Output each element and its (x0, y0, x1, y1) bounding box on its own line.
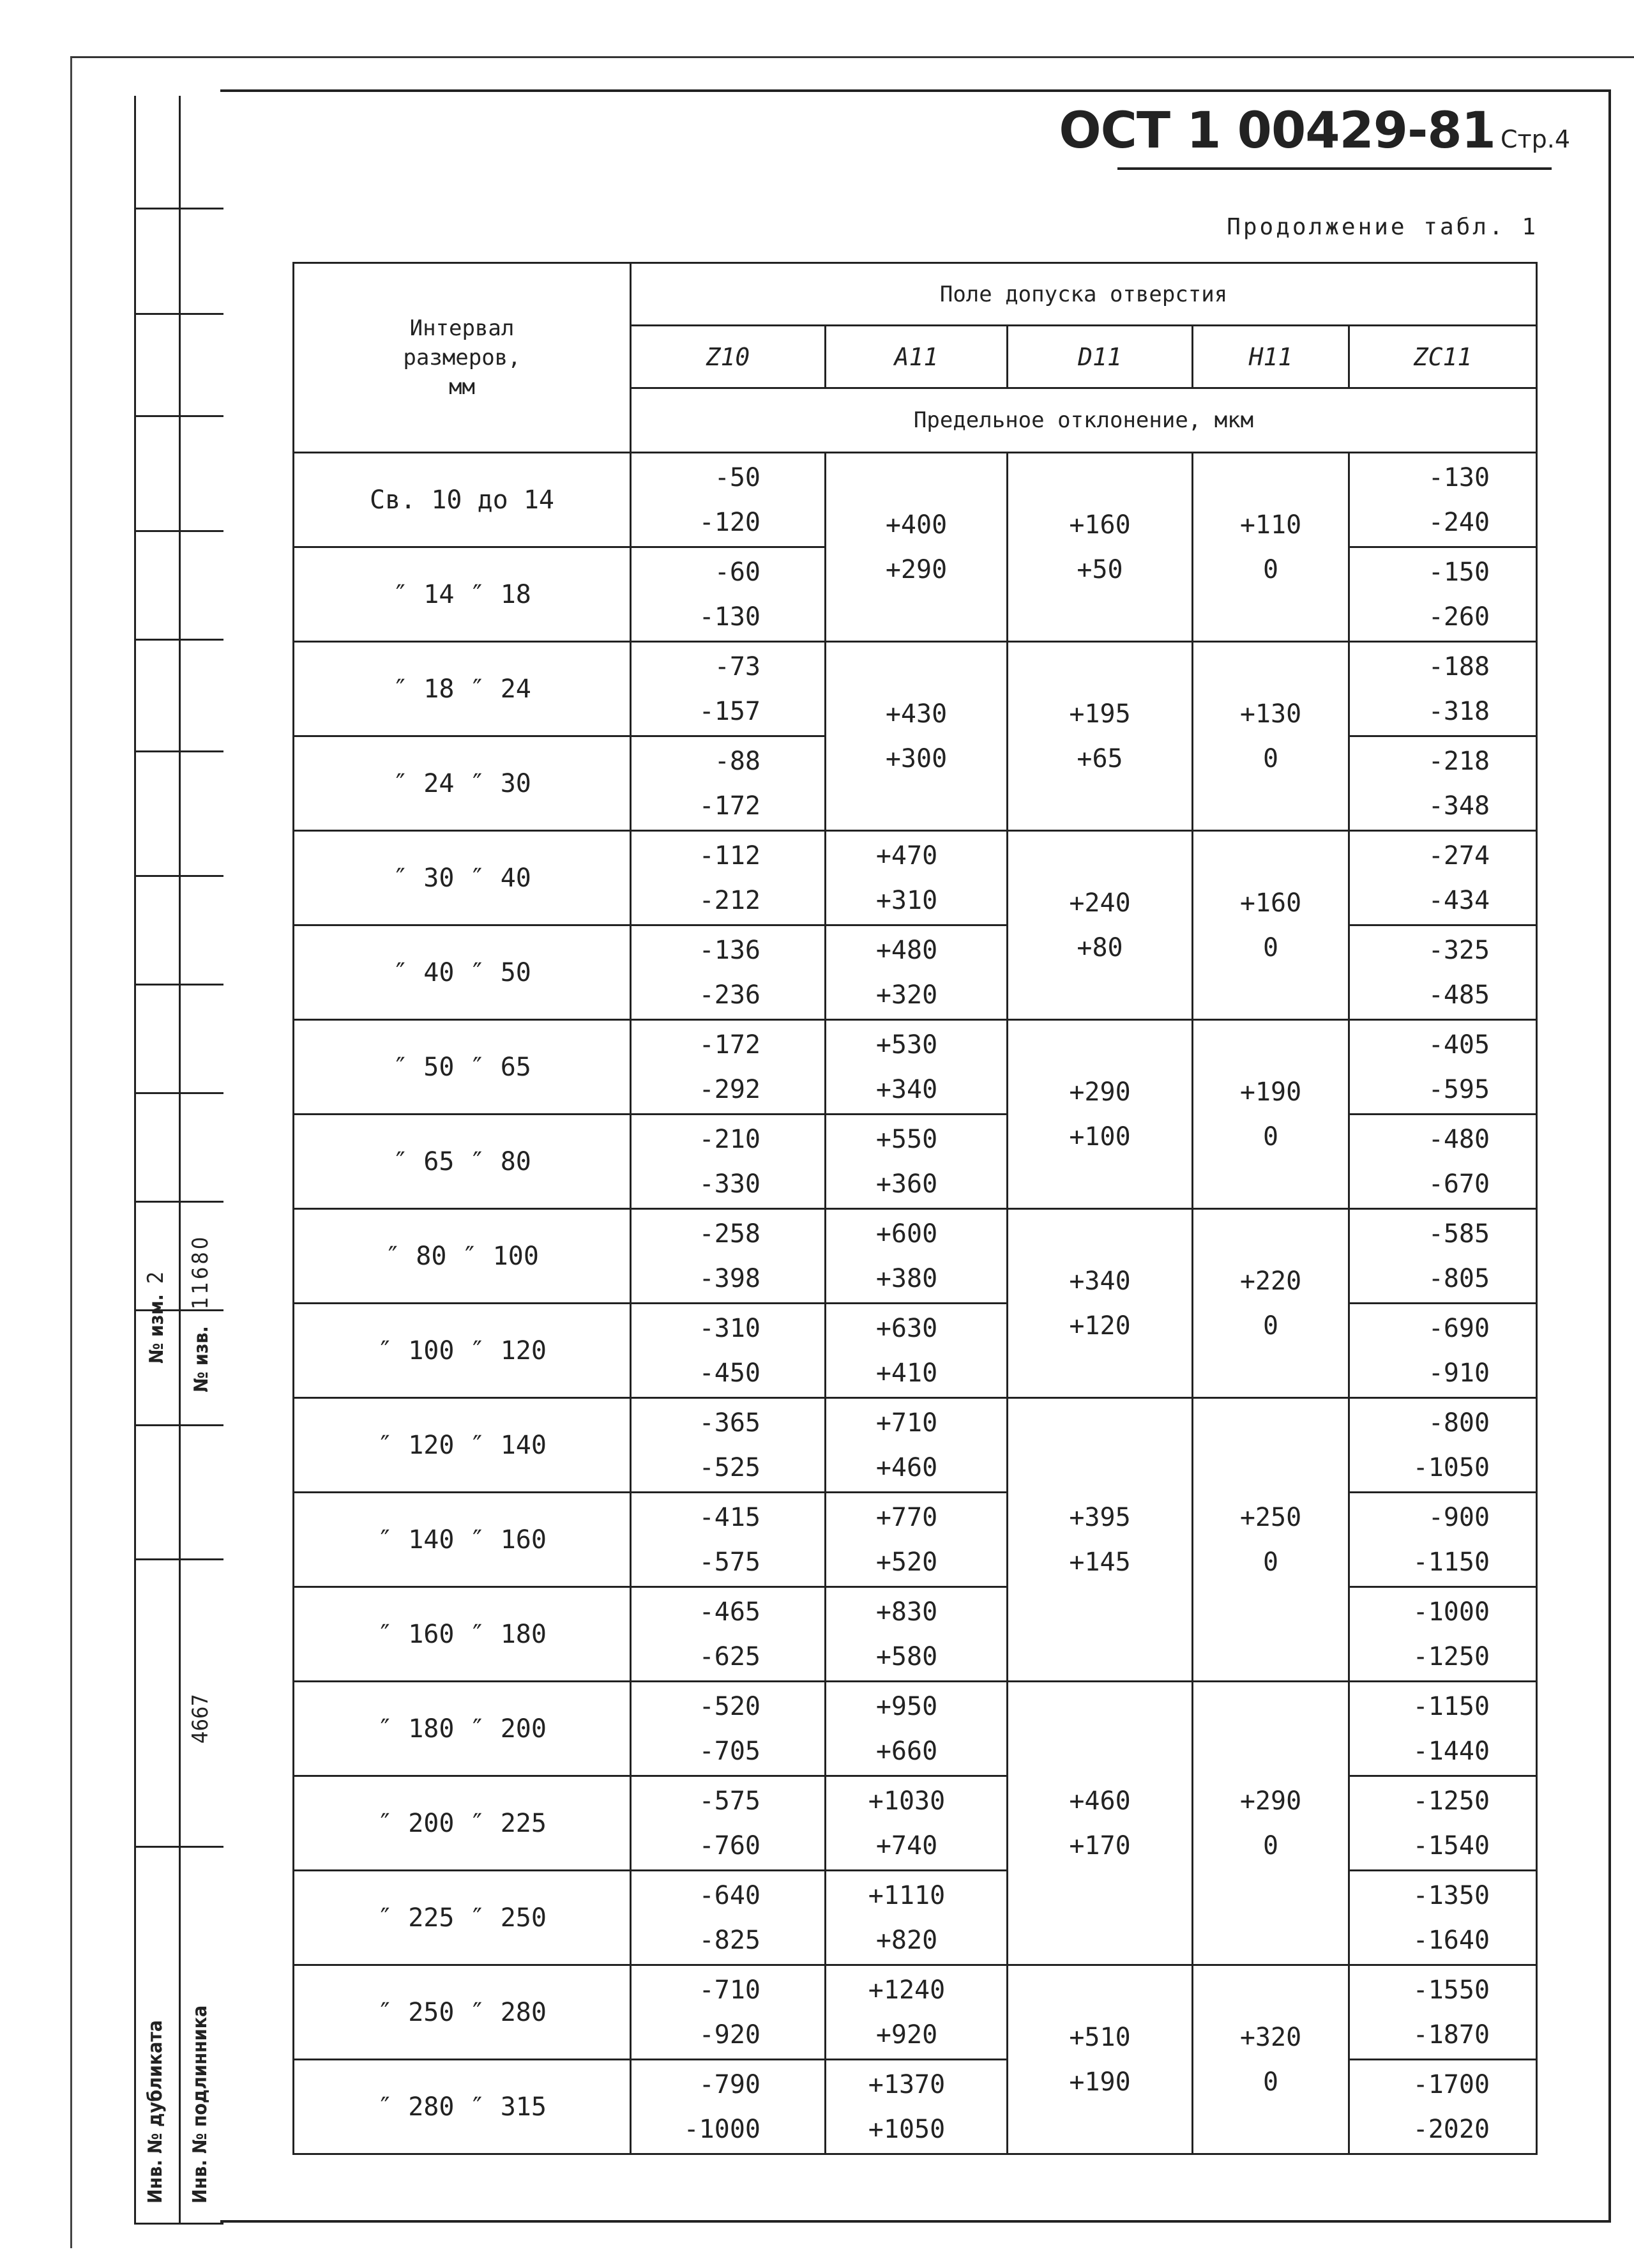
a11-cell (826, 1776, 1008, 1871)
interval-header (294, 263, 631, 453)
notice-label: № изв. (190, 1326, 213, 1392)
a11-cell (826, 1965, 1008, 2060)
z10-cell (631, 736, 826, 831)
a11-cell-value: +320 (875, 980, 938, 1010)
zc11-cell-value: -1640 (1412, 1925, 1490, 1955)
strip-line (134, 984, 223, 986)
z10-cell-value: -157 (699, 696, 760, 726)
a11-cell-value: +520 (875, 1547, 938, 1577)
table-row (294, 1587, 1537, 1682)
z10-cell-value: -172 (699, 1030, 760, 1060)
strip-line (134, 1092, 223, 1094)
z10-cell (631, 2060, 826, 2154)
strip-line (134, 415, 223, 417)
h11-cell (1193, 1965, 1349, 2154)
zc11-cell-value: -150 (1428, 557, 1490, 587)
table-row (294, 1776, 1537, 1871)
continuation-label: Продолжение табл. 1 (1227, 214, 1538, 240)
h11-cell-value: +190 (1239, 1077, 1302, 1107)
document-number: ОСТ 1 00429-81 (1059, 102, 1495, 160)
z10-cell-value: -450 (699, 1358, 760, 1388)
interval-cell: ″ 280 ″ 315 (294, 2060, 631, 2154)
a11-cell-value: +290 (885, 554, 948, 584)
z10-cell (631, 1871, 826, 1965)
z10-cell-value: -520 (699, 1691, 760, 1721)
a11-cell-value: +830 (875, 1597, 938, 1627)
h11-cell-value: 0 (1262, 1122, 1279, 1152)
zc11-cell-value: -485 (1428, 980, 1490, 1010)
column-header-z10: Z10 (631, 326, 826, 388)
z10-cell (631, 1209, 826, 1304)
d11-cell-value: +290 (1069, 1077, 1131, 1107)
column-header-h11: H11 (1193, 326, 1349, 388)
a11-cell-value: +310 (875, 885, 938, 915)
strip-line (134, 2223, 223, 2225)
z10-cell-value: -236 (699, 980, 760, 1010)
a11-cell (826, 1493, 1008, 1587)
z10-cell (631, 1682, 826, 1776)
zc11-cell-value: -1000 (1412, 1597, 1490, 1627)
d11-cell-value: +170 (1069, 1830, 1131, 1861)
a11-cell-value: +770 (875, 1502, 938, 1532)
page-number: Стр.4 (1500, 125, 1570, 153)
d11-cell (1008, 1965, 1193, 2154)
h11-cell (1193, 831, 1349, 1020)
a11-cell-value: +1240 (868, 1975, 946, 2005)
zc11-cell-value: -218 (1428, 746, 1490, 776)
z10-cell-value: -575 (699, 1786, 760, 1816)
a11-cell-value: +530 (875, 1030, 938, 1060)
column-header-a11: A11 (826, 326, 1008, 388)
zc11-cell (1349, 1587, 1537, 1682)
zc11-cell (1349, 453, 1537, 547)
document-code-underline (1117, 167, 1552, 170)
strip-line (134, 1424, 223, 1426)
zc11-cell-value: -910 (1428, 1358, 1490, 1388)
interval-header-line: мм (449, 374, 475, 400)
z10-cell (631, 925, 826, 1020)
h11-cell-value: +110 (1239, 510, 1302, 540)
interval-cell: ″ 100 ″ 120 (294, 1304, 631, 1398)
a11-cell (826, 1020, 1008, 1115)
z10-cell-value: -625 (699, 1641, 760, 1671)
zc11-cell-value: -240 (1428, 507, 1490, 537)
strip-line (134, 639, 223, 641)
strip-line (134, 530, 223, 532)
z10-cell (631, 453, 826, 547)
a11-cell (826, 1398, 1008, 1493)
interval-cell: ″ 80 ″ 100 (294, 1209, 631, 1304)
z10-cell (631, 547, 826, 642)
zc11-cell-value: -434 (1428, 885, 1490, 915)
a11-cell (826, 1115, 1008, 1209)
page-left-border (70, 57, 72, 2248)
d11-cell-value: +510 (1069, 2022, 1131, 2052)
zc11-cell-value: -800 (1428, 1408, 1490, 1438)
table-row (294, 1493, 1537, 1587)
z10-cell-value: -88 (714, 746, 760, 776)
interval-cell: ″ 200 ″ 225 (294, 1776, 631, 1871)
revision-value: 2 (143, 1271, 169, 1284)
a11-cell-value: +1050 (868, 2114, 946, 2144)
zc11-cell-value: -2020 (1412, 2114, 1490, 2144)
z10-cell-value: -790 (699, 2069, 760, 2099)
h11-cell-value: +250 (1239, 1502, 1302, 1532)
a11-cell (826, 642, 1008, 831)
zc11-cell (1349, 1398, 1537, 1493)
field-header: Поле допуска отверстия (631, 263, 1537, 326)
a11-cell-value: +340 (875, 1074, 938, 1104)
zc11-cell-value: -1250 (1412, 1641, 1490, 1671)
table-row (294, 1115, 1537, 1209)
zc11-cell-value: -348 (1428, 791, 1490, 821)
a11-cell (826, 1682, 1008, 1776)
zc11-cell-value: -260 (1428, 602, 1490, 632)
z10-cell (631, 831, 826, 925)
a11-cell-value: +740 (875, 1830, 938, 1861)
d11-cell (1008, 831, 1193, 1020)
h11-cell-value: +130 (1239, 699, 1302, 729)
z10-cell-value: -465 (699, 1597, 760, 1627)
strip-line (134, 875, 223, 877)
table-row (294, 925, 1537, 1020)
column-header-zc11: ZC11 (1349, 326, 1537, 388)
zc11-cell-value: -690 (1428, 1313, 1490, 1343)
z10-cell-value: -60 (714, 557, 760, 587)
zc11-cell-value: -130 (1428, 462, 1490, 492)
duplicate-label: Инв. № дубликата (144, 2020, 167, 2203)
table-row (294, 453, 1537, 547)
z10-cell-value: -710 (699, 1975, 760, 2005)
zc11-cell (1349, 1682, 1537, 1776)
zc11-cell-value: -595 (1428, 1074, 1490, 1104)
strip-line (134, 208, 223, 209)
a11-cell-value: +1370 (868, 2069, 946, 2099)
interval-cell: Св. 10 до 14 (294, 453, 631, 547)
z10-cell-value: -50 (714, 462, 760, 492)
zc11-cell-value: -1870 (1412, 2020, 1490, 2050)
table-row (294, 1682, 1537, 1776)
page-top-border (70, 56, 1634, 58)
a11-cell-value: +630 (875, 1313, 938, 1343)
d11-cell-value: +65 (1077, 743, 1123, 773)
a11-cell-value: +430 (885, 699, 948, 729)
zc11-cell-value: -1150 (1412, 1547, 1490, 1577)
d11-cell-value: +195 (1069, 699, 1131, 729)
zc11-cell (1349, 642, 1537, 736)
table-row (294, 1209, 1537, 1304)
d11-cell-value: +80 (1077, 932, 1123, 963)
d11-cell-value: +190 (1069, 2067, 1131, 2097)
zc11-cell-value: -1350 (1412, 1880, 1490, 1910)
h11-cell-value: 0 (1262, 932, 1279, 963)
strip-line (134, 750, 223, 752)
zc11-cell (1349, 1115, 1537, 1209)
d11-cell (1008, 1398, 1193, 1682)
table-row (294, 1020, 1537, 1115)
zc11-cell (1349, 1871, 1537, 1965)
a11-cell (826, 2060, 1008, 2154)
table-row (294, 831, 1537, 925)
interval-cell: ″ 160 ″ 180 (294, 1587, 631, 1682)
d11-cell-value: +160 (1069, 510, 1131, 540)
z10-cell-value: -73 (714, 651, 760, 681)
d11-cell-value: +240 (1069, 888, 1131, 918)
d11-cell-value: +460 (1069, 1786, 1131, 1816)
z10-cell-value: -330 (699, 1169, 760, 1199)
a11-cell (826, 1304, 1008, 1398)
d11-cell (1008, 1682, 1193, 1965)
zc11-cell-value: -1050 (1412, 1452, 1490, 1482)
z10-cell-value: -525 (699, 1452, 760, 1482)
z10-cell-value: -760 (699, 1830, 760, 1861)
a11-cell-value: +400 (885, 510, 948, 540)
z10-cell-value: -825 (699, 1925, 760, 1955)
a11-cell-value: +920 (875, 2020, 938, 2050)
a11-cell-value: +470 (875, 841, 938, 871)
z10-cell-value: -292 (699, 1074, 760, 1104)
a11-cell-value: +410 (875, 1358, 938, 1388)
a11-cell-value: +480 (875, 935, 938, 965)
zc11-cell (1349, 925, 1537, 1020)
table-row (294, 642, 1537, 736)
z10-cell-value: -640 (699, 1880, 760, 1910)
z10-cell (631, 1965, 826, 2060)
interval-cell: ″ 180 ″ 200 (294, 1682, 631, 1776)
zc11-cell-value: -585 (1428, 1219, 1490, 1249)
z10-cell-value: -136 (699, 935, 760, 965)
z10-cell (631, 1398, 826, 1493)
a11-cell-value: +820 (875, 1925, 938, 1955)
interval-header-line: Интервал (409, 316, 515, 341)
tolerance-table (292, 262, 1538, 2155)
d11-cell (1008, 642, 1193, 831)
h11-cell (1193, 453, 1349, 642)
a11-cell (826, 1209, 1008, 1304)
h11-cell (1193, 1020, 1349, 1209)
interval-cell: ″ 65 ″ 80 (294, 1115, 631, 1209)
zc11-cell-value: -1540 (1412, 1830, 1490, 1861)
a11-cell-value: +300 (885, 743, 948, 773)
z10-cell-value: -210 (699, 1124, 760, 1154)
d11-cell-value: +395 (1069, 1502, 1131, 1532)
a11-cell (826, 831, 1008, 925)
interval-cell: ″ 50 ″ 65 (294, 1020, 631, 1115)
table-row (294, 1871, 1537, 1965)
interval-cell: ″ 30 ″ 40 (294, 831, 631, 925)
h11-cell-value: 0 (1262, 554, 1279, 584)
z10-cell-value: -920 (699, 2020, 760, 2050)
z10-cell-value: -130 (699, 602, 760, 632)
h11-cell-value: +160 (1239, 888, 1302, 918)
interval-cell: ″ 225 ″ 250 (294, 1871, 631, 1965)
zc11-cell-value: -1250 (1412, 1786, 1490, 1816)
zc11-cell (1349, 1209, 1537, 1304)
column-header-d11: D11 (1008, 326, 1193, 388)
zc11-cell (1349, 1493, 1537, 1587)
interval-header-line: размеров, (403, 345, 521, 370)
strip-line (134, 1846, 223, 1848)
deviation-header: Предельное отклонение, мкм (631, 388, 1537, 453)
a11-cell-value: +660 (875, 1736, 938, 1766)
interval-cell: ″ 120 ″ 140 (294, 1398, 631, 1493)
table-row (294, 1398, 1537, 1493)
z10-cell-value: -120 (699, 507, 760, 537)
z10-cell (631, 1304, 826, 1398)
z10-cell-value: -365 (699, 1408, 760, 1438)
zc11-cell-value: -480 (1428, 1124, 1490, 1154)
zc11-cell-value: -670 (1428, 1169, 1490, 1199)
a11-cell-value: +600 (875, 1219, 938, 1249)
h11-cell (1193, 1682, 1349, 1965)
d11-cell-value: +120 (1069, 1311, 1131, 1341)
interval-cell: ″ 140 ″ 160 (294, 1493, 631, 1587)
strip-line (134, 1201, 223, 1203)
original-label: Инв. № подлинника (189, 2005, 211, 2203)
z10-cell-value: -310 (699, 1313, 760, 1343)
zc11-cell-value: -1150 (1412, 1691, 1490, 1721)
z10-cell-value: -258 (699, 1219, 760, 1249)
z10-cell-value: -212 (699, 885, 760, 915)
z10-cell-value: -172 (699, 791, 760, 821)
zc11-cell (1349, 1020, 1537, 1115)
h11-cell-value: 0 (1262, 2067, 1279, 2097)
h11-cell-value: 0 (1262, 743, 1279, 773)
d11-cell (1008, 1209, 1193, 1398)
zc11-cell-value: -1440 (1412, 1736, 1490, 1766)
a11-cell (826, 925, 1008, 1020)
h11-cell-value: 0 (1262, 1547, 1279, 1577)
z10-cell (631, 1493, 826, 1587)
zc11-cell-value: -318 (1428, 696, 1490, 726)
z10-cell-value: -398 (699, 1263, 760, 1293)
original-value: 4667 (188, 1694, 213, 1744)
interval-cell: ″ 250 ″ 280 (294, 1965, 631, 2060)
a11-cell-value: +580 (875, 1641, 938, 1671)
h11-cell-value: 0 (1262, 1311, 1279, 1341)
z10-cell (631, 1776, 826, 1871)
document-code (1059, 102, 1570, 160)
notice-value: 11680 (188, 1234, 213, 1309)
interval-cell: ″ 18 ″ 24 (294, 642, 631, 736)
h11-cell (1193, 1209, 1349, 1398)
zc11-cell (1349, 736, 1537, 831)
zc11-cell-value: -188 (1428, 651, 1490, 681)
z10-cell-value: -575 (699, 1547, 760, 1577)
a11-cell-value: +550 (875, 1124, 938, 1154)
z10-cell (631, 1115, 826, 1209)
z10-cell (631, 1020, 826, 1115)
zc11-cell-value: -1700 (1412, 2069, 1490, 2099)
side-strip (134, 96, 223, 2223)
a11-cell (826, 453, 1008, 642)
a11-cell (826, 1871, 1008, 1965)
h11-cell (1193, 1398, 1349, 1682)
zc11-cell (1349, 547, 1537, 642)
strip-line (134, 313, 223, 315)
zc11-cell-value: -900 (1428, 1502, 1490, 1532)
zc11-cell-value: -805 (1428, 1263, 1490, 1293)
d11-cell (1008, 1020, 1193, 1209)
interval-cell: ″ 24 ″ 30 (294, 736, 631, 831)
h11-cell-value: +220 (1239, 1266, 1302, 1296)
zc11-cell-value: -1550 (1412, 1975, 1490, 2005)
strip-line (134, 1558, 223, 1560)
table-row (294, 1304, 1537, 1398)
h11-cell-value: 0 (1262, 1830, 1279, 1861)
interval-cell: ″ 14 ″ 18 (294, 547, 631, 642)
a11-cell-value: +1110 (868, 1880, 946, 1910)
table-row (294, 1965, 1537, 2060)
zc11-cell (1349, 1776, 1537, 1871)
a11-cell-value: +710 (875, 1408, 938, 1438)
zc11-cell-value: -325 (1428, 935, 1490, 965)
z10-cell-value: -1000 (683, 2114, 760, 2144)
revision-label: № изм. (146, 1294, 168, 1364)
interval-cell: ″ 40 ″ 50 (294, 925, 631, 1020)
h11-cell-value: +320 (1239, 2022, 1302, 2052)
zc11-cell (1349, 831, 1537, 925)
zc11-cell (1349, 2060, 1537, 2154)
h11-cell-value: +290 (1239, 1786, 1302, 1816)
a11-cell-value: +1030 (868, 1786, 946, 1816)
d11-cell-value: +50 (1077, 554, 1123, 584)
z10-cell-value: -705 (699, 1736, 760, 1766)
h11-cell (1193, 642, 1349, 831)
zc11-cell-value: -405 (1428, 1030, 1490, 1060)
d11-cell-value: +340 (1069, 1266, 1131, 1296)
table-row (294, 2060, 1537, 2154)
d11-cell-value: +100 (1069, 1122, 1131, 1152)
table-body (294, 453, 1537, 2154)
a11-cell-value: +950 (875, 1691, 938, 1721)
z10-cell (631, 642, 826, 736)
zc11-cell (1349, 1965, 1537, 2060)
d11-cell (1008, 453, 1193, 642)
a11-cell-value: +360 (875, 1169, 938, 1199)
zc11-cell (1349, 1304, 1537, 1398)
a11-cell-value: +380 (875, 1263, 938, 1293)
z10-cell (631, 1587, 826, 1682)
z10-cell-value: -112 (699, 841, 760, 871)
a11-cell (826, 1587, 1008, 1682)
a11-cell-value: +460 (875, 1452, 938, 1482)
z10-cell-value: -415 (699, 1502, 760, 1532)
zc11-cell-value: -274 (1428, 841, 1490, 871)
d11-cell-value: +145 (1069, 1547, 1131, 1577)
